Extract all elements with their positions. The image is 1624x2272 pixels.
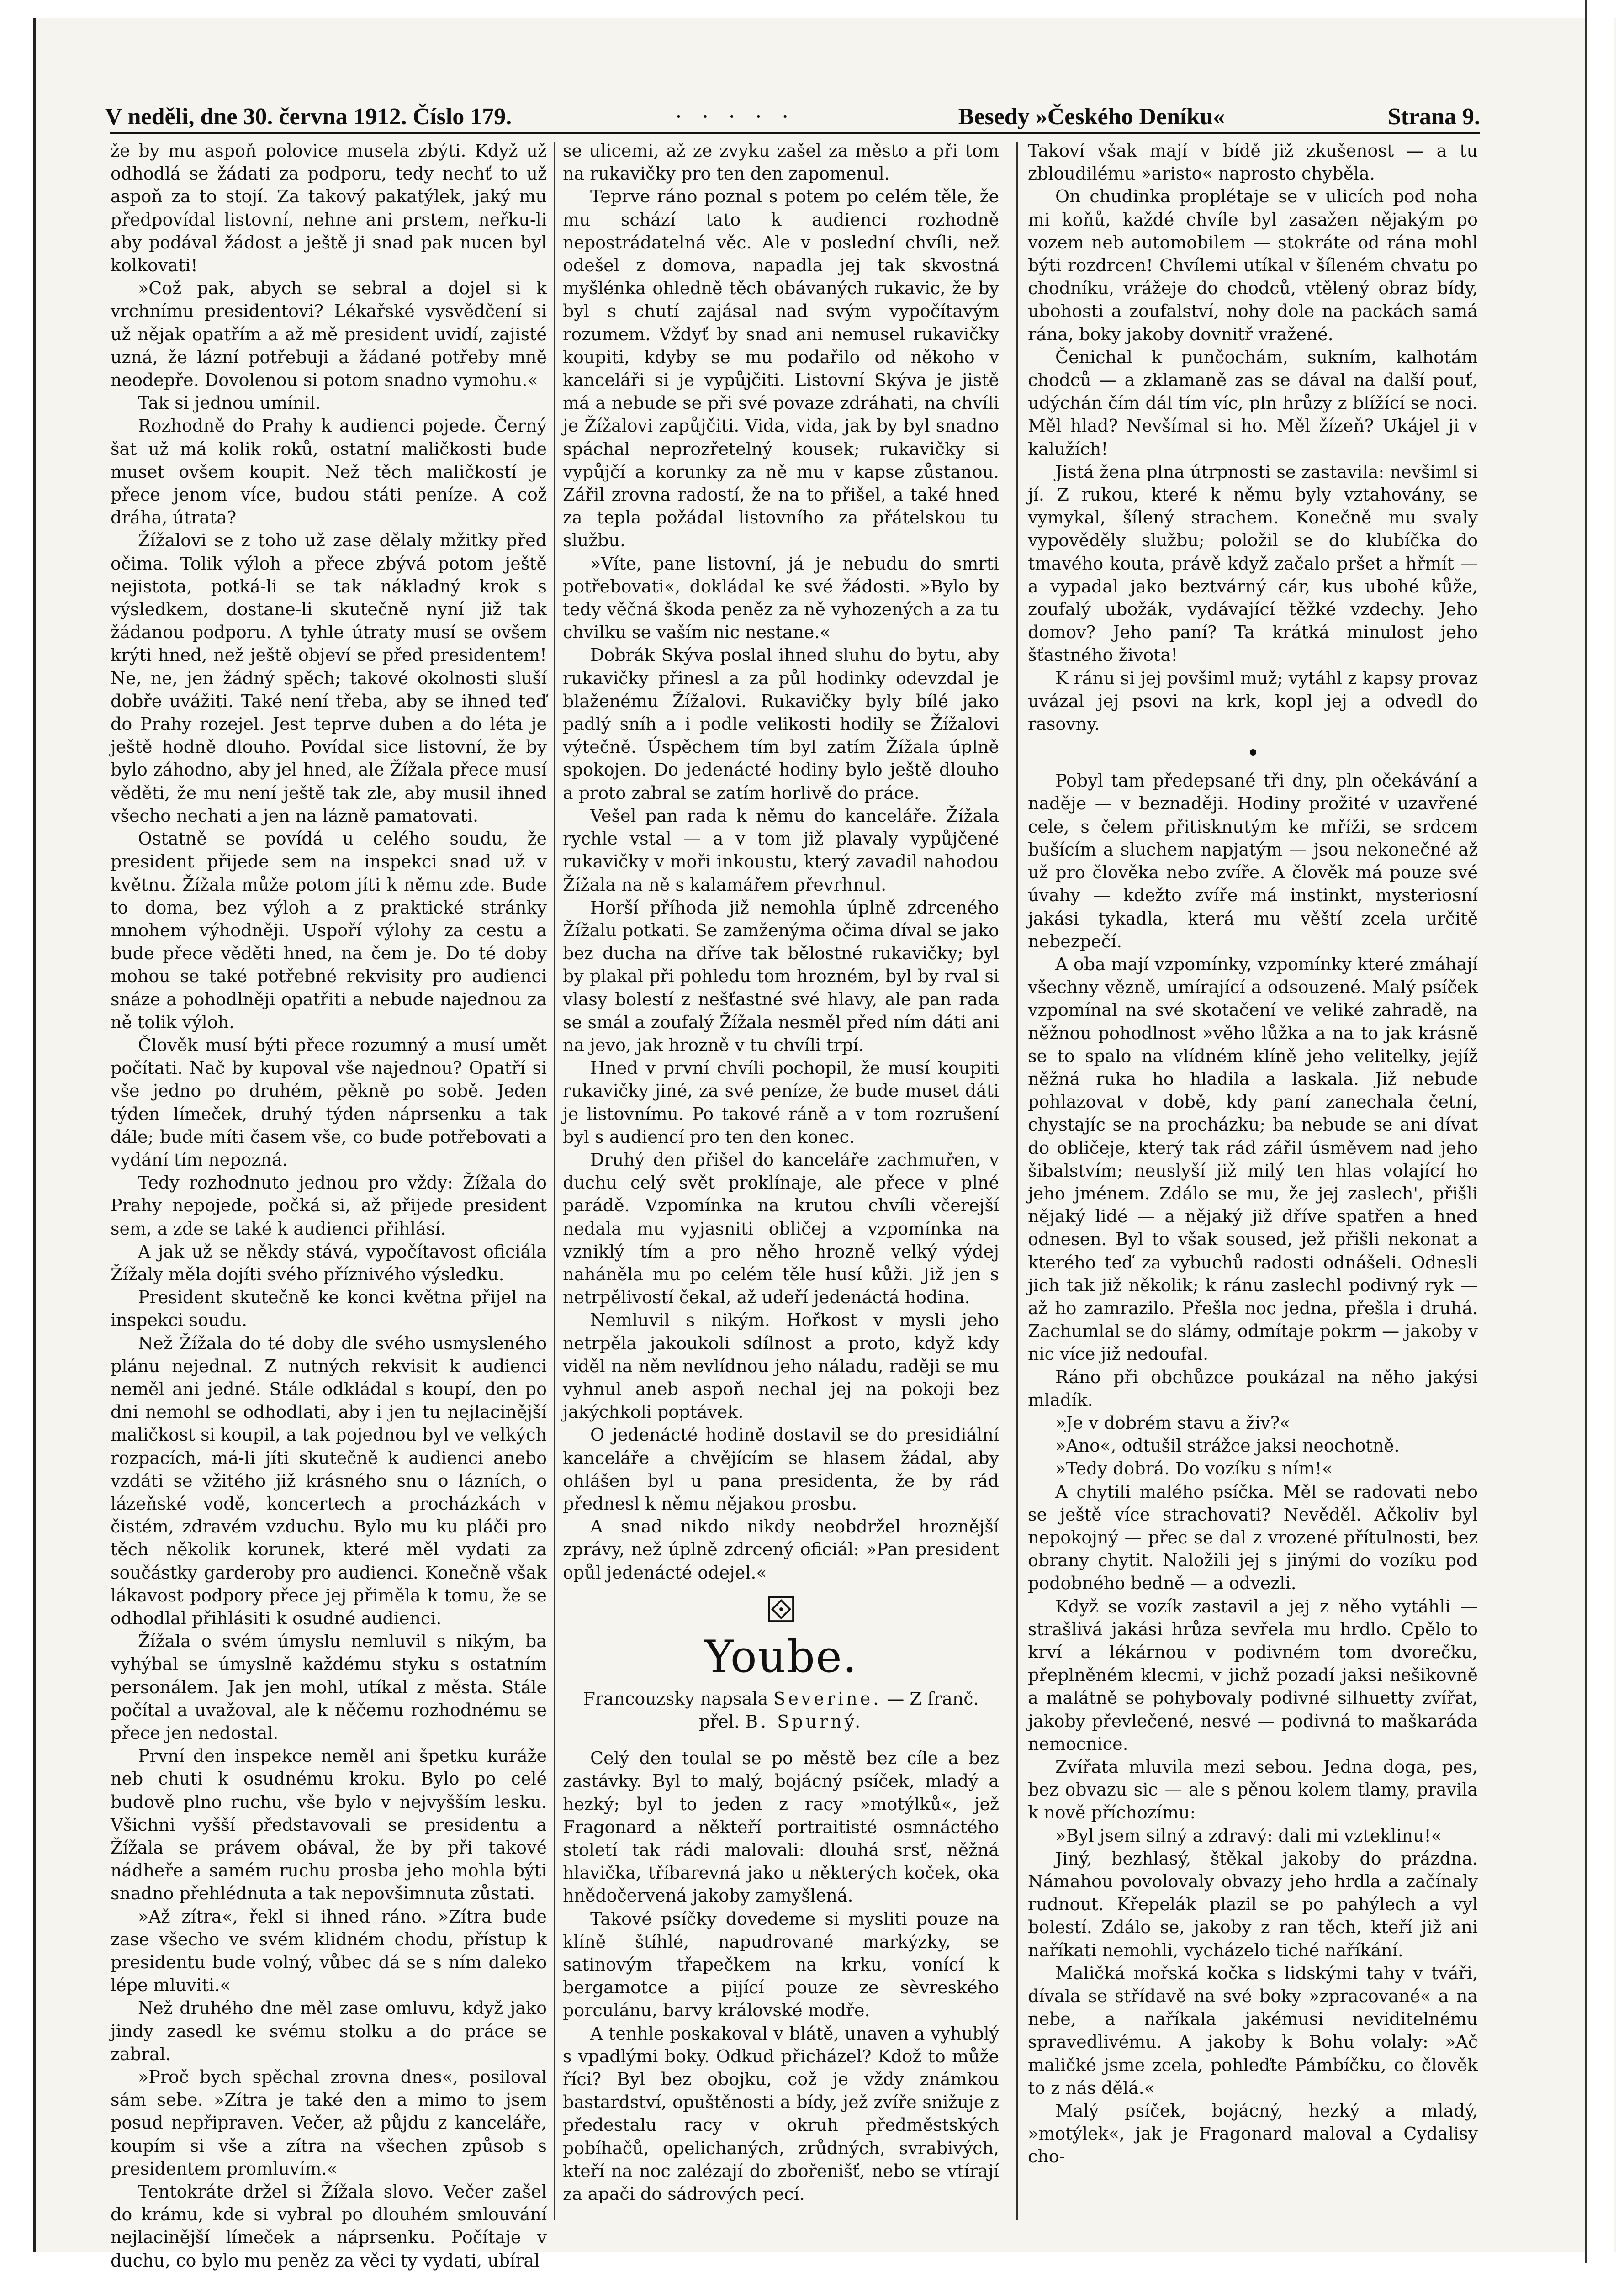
header-rule xyxy=(110,132,1480,134)
adjacent-page-edge xyxy=(1585,0,1614,2263)
paragraph: Ráno při obchůzce poukázal na něho jakýsi mladík. xyxy=(1028,1367,1478,1410)
paragraph: Teprve ráno poznal s potem po celém těle, že mu schází tato k audienci rozhodně nepostrádatelná věc. Ale v poslední chvíli, než odešel z domova, napadla jej tak skvostná myšlénka ohledně těch obávaných rukavic, že by byl s chutí zajásal nad svým vypočítavým rozumem. Vždyť by snad ani nemusel rukavičky koupiti, kdyby se mu podařilo od někoho v kanceláři si je vypůjčiti. Listovní Skýva je jistě má a nebude se při své povaze zdráhati, na chvíli je Žížalovi zapůjčiti. Vida, vida, jak by byl snadno spáchal neprozřetelný kousek; rukavičky si vypůjčí a korunky za ně mu v kapse zůstanou. Zářil zrovna radostí, že na to přišel, a také hned za tepla požádal listovního za přátelskou tu službu. xyxy=(563,186,999,551)
paragraph: Než druhého dne měl zase omluvu, když jako jindy zasedl ke svému stolku a do práce se zabral. xyxy=(111,1998,547,2064)
paragraph: »Proč bych spěchal zrovna dnes«, posiloval sám sebe. »Zítra je také den a mimo to jsem posud nepřipraven. Večer, až půjdu z kanceláře, koupím si vše a zítra na všechen způsob s presidentem promluvím.« xyxy=(111,2067,547,2179)
paragraph: Tedy rozhodnuto jednou pro vždy: Žížala do Prahy nepojede, počká si, až přijede president sem, a zde se také k audienci přihlásí. xyxy=(111,1173,547,1239)
ornament-icon xyxy=(768,1596,794,1622)
paragraph: Žížala o svém úmyslu nemluvil s nikým, ba vyhýbal se úmyslně každému styku s ostatním personálem. Jak jen mohl, utíkal z města. Stále počítal a uvažoval, ale k něčemu rozhodnému se přece jen nedostal. xyxy=(111,1631,547,1744)
paragraph: »Byl jsem silný a zdravý: dali mi vzteklinu!« xyxy=(1055,1825,1442,1846)
paragraph: Tak si jednou umínil. xyxy=(138,393,321,413)
paragraph: »Až zítra«, řekl si ihned ráno. »Zítra bude zase všecho ve svém klidném chodu, přístup k presidentu bude volný, vůbec dá se s ním daleko lépe mluviti.« xyxy=(111,1906,547,1996)
paragraph: Vešel pan rada k němu do kanceláře. Žížala rychle vstal — a v tom již plavaly vypůjčené rukavičky v moři inkoustu, který zavadil nahodou Žížala na ně s kalamářem převrhnul. xyxy=(563,805,999,895)
paragraph: Pobyl tam předepsané tři dny, pln očekávání a naděje — v beznaději. Hodiny prožité v uzavřené cele, s čelem přitisknutým ke mříži, se srdcem bušícím a sluchem napjatým — jsou nekonečné až už pro člověka nebo zvíře. A člověk má pouze své úvahy — kdežto zvíře má instinkt, mysteriosní jakási tykadla, která mu věští zcela určitě nebezpečí. xyxy=(1028,771,1478,951)
paragraph: První den inspekce neměl ani špetku kuráže neb chuti k osudnému kroku. Bylo po celé budově plno ruchu, vše bylo v nejvyšším lesku. Všichni vyšší představovali se presidentu a Žížala se právem obával, že by při takové nádheře a samém ruchu prosba jeho mohla býti snadno přehlédnuta a tak nepovšimnuta zůstati. xyxy=(111,1746,547,1904)
header-page-number: Strana 9. xyxy=(1387,104,1480,130)
paragraph: Tentokráte držel si Žížala slovo. Večer zašel do krámu, kde si vybral po dlouhém smlouvání nejlacinější límeček a náprsenku. Počítaje v duchu, co bylo mu peněz za věci ty vydati, ubíral xyxy=(111,2182,547,2271)
section-bullet-icon xyxy=(1250,749,1256,756)
column-1 xyxy=(111,139,547,2271)
paragraph: »Je v dobrém stavu a živ?« xyxy=(1055,1412,1291,1433)
page-header xyxy=(105,98,1480,130)
column-divider xyxy=(1016,142,1018,2220)
paragraph: Maličká mořská kočka s lidskými tahy v tváři, dívala se střídavě na své boky »zpracované« a na nebe, a naříkala jakémusi neviditelnému spravedlivému. A jakoby k Bohu volaly: »Ač maličké jsme zcela, pohleďte Pámbíčku, co člověk to z nás dělá.« xyxy=(1028,1963,1478,2098)
paragraph: Hned v první chvíli pochopil, že musí koupiti rukavičky jiné, za své peníze, že bude muset dáti je listovnímu. Po takové ráně a v tom rozrušení byl s audiencí pro ten den konec. xyxy=(563,1058,999,1147)
paragraph: A chytili malého psíčka. Měl se radovati nebo se ještě více strachovati? Nevěděl. Ačkoliv byl nepokojný — přec se dal z vrozené přítulnosti, bez obrany chytit. Naložili jej s jinými do vozíku pod podobného bedně — a odvezli. xyxy=(1028,1481,1478,1594)
story-title: Yoube. xyxy=(704,1631,858,1682)
paragraph: K ránu si jej povšiml muž; vytáhl z kapsy provaz uvázal jej psovi na krk, kopl jej a odvedl do rasovny. xyxy=(1028,668,1478,734)
column-1-text xyxy=(111,139,547,2272)
byline-prefix: Francouzsky napsala xyxy=(583,1688,768,1709)
column-3-text xyxy=(1028,139,1478,735)
paragraph: Jiný, bezhlasý, štěkal jakoby do prázdna. Námahou povolovaly obvazy jeho hrdla a začínaly rudnout. Křepelák plazil se po pahýlech a vyl bolestí. Zdálo se, jakoby z ran těch, kteří již ani naříkati nemohli, vycházelo tiché naříkání. xyxy=(1028,1848,1478,1960)
column-2-text xyxy=(563,139,999,1584)
byline-author: Severine. xyxy=(773,1688,882,1709)
paragraph: President skutečně ke konci května přijel na inspekci soudu. xyxy=(111,1287,547,1331)
paragraph: Než Žížala do té doby dle svého usmysleného plánu nejednal. Z nutných rekvisit k audienci neměl ani jedné. Stále odkládal s koupí, den po dni nemohl se odhodlati, aby i jen tu nejlacinější maličkost si koupil, a tak pojednou byl ve velkých rozpacích, má-li jíti skutečně k audienci anebo vzdáti se vžitého již krásného snu o lázních, o lázeňské vodě, koncertech a procházkách v čistém, zdravém vzduchu. Bylo mu ku pláči pro těch několik korunek, které měl vydati za součástky garderoby pro audienci. Konečně však lákavost podpory přece jej přiměla k tomu, že se odhodlal přihlásiti k osudné audienci. xyxy=(111,1333,547,1628)
paragraph: A snad nikdo nikdy neobdržel hroznější zprávy, než úplně zdrcený oficiál: »Pan president opůl jedenácté odejel.« xyxy=(563,1516,999,1583)
paragraph: »Ano«, odtušil strážce jaksi neochotně. xyxy=(1055,1436,1400,1456)
paragraph: »Což pak, abych se sebral a dojel si k vrchnímu presidentovi? Lékařské vysvědčení si už nějak opatřím a až mě president uvidí, zajisté uzná, že lázní potřebuji a žádané potřeby mně neodepře. Dovolenou si potom snadno vymohu.« xyxy=(111,278,547,391)
paragraph: A jak už se někdy stává, vypočítavost oficiála Žížaly měla dojíti svého příznivého výsledku. xyxy=(111,1241,547,1284)
paragraph: se ulicemi, až ze zvyku zašel za město a při tom na rukavičky pro ten den zapomenul. xyxy=(563,141,999,184)
paragraph: Čenichal k punčochám, sukním, kalhotám chodců — a zklamaně zas se dával na další pouť, udýchán čím dál tím víc, pln hrůzy z blížící se noci. Měl hlad? Nevšímal si ho. Měl žízeň? Ukájel ji v kalužích! xyxy=(1028,347,1478,459)
header-dots: · · · · · xyxy=(674,104,796,130)
paragraph: »Víte, pane listovní, já je nebudu do smrti potřebovati«, dokládal ke své žádosti. »Bylo by tedy věčná škoda peněz za ně vyhozených a za tu chvilku se vaším nic nestane.« xyxy=(563,553,999,643)
paragraph: O jedenácté hodině dostavil se do presidiální kanceláře a chvějícím se hlasem žádal, aby ohlášen byl u pana presidenta, že by rád přednesl k němu nějakou prosbu. xyxy=(563,1425,999,1514)
byline-translation: — Z franč. přel. xyxy=(698,1688,979,1732)
paragraph: »Tedy dobrá. Do vozíku s ním!« xyxy=(1055,1458,1333,1479)
paragraph: Ostatně se povídá u celého soudu, že president přijede sem na inspekci snad už v květnu. Žížala může potom jíti k němu zde. Bude to doma, bez výloh a z praktické stránky mnohem výhodněji. Uspoří výlohy za cestu a bude přece věděti hned, na čem je. Do té doby mohou se také potřebné rekvisity pro audienci snáze a pohodlněji opatřiti a nebude najednou za ně tolik výloh. xyxy=(111,829,547,1032)
paragraph: Takoví však mají v bídě již zkušenost — a tu zbloudilému »aristo« naprosto chyběla. xyxy=(1028,141,1478,184)
column-divider xyxy=(554,142,555,2220)
column-2 xyxy=(563,139,999,2222)
paragraph: A oba mají vzpomínky, vzpomínky které zmáhají všechny vězně, umírající a odsouzené. Malý psíček vzpomínal na své skotačení ve veliké zahradě, na něžnou pohodlnost »věho lůžka a na to jak krásně se to spalo na vlídném klíně jeho velitelky, jejíž něžná ruka ho hladila a laskala. Již nebude pohlazovat v době, kdy paní zanechala četní, chystajíc se na procházku; ba nebude se ani dívat do obličeje, který tak rád zářil úsměvem nad jeho šibalstvím; neuslyší již milý ten hlas volající ho jeho jménem. Zdálo se mu, že jej zaslech', přišli nějaký lidé — a nějaký již dříve spatřen a hned odnesen. Byl to však soused, jež přišli nekonat a kterého teď za vybuchů radosti odnášeli. Odnesli jich tak již několik; k ránu zaslechl podivný ryk — až ho zamrazilo. Přešla noc jedna, přešla i druhá. Zachumlal se do slámy, odmítaje pokrm — jakoby v nic více již nedoufal. xyxy=(1028,954,1478,1364)
paragraph: Takové psíčky dovedeme si mysliti pouze na klíně štíhlé, napudrované markýzky, se satinovým třapečkem na krku, vonící k bergamotce a pijící pouze ze sèvreského porculánu, barvy královské modře. xyxy=(563,1908,999,2021)
story-byline xyxy=(563,1687,999,1733)
paragraph: Druhý den přišel do kanceláře zachmuřen, v duchu celý svět proklínaje, ale přece v plné parádě. Vzpomínka na krutou chvíli včerejší nedala mu vyjasniti obličej a vzpomínka na vzniklý tím a pro něho hrozně velký výdej naháněla mu po celém těle husí kůži. Již jen s netrpělivostí čekal, až udeří jedenáctá hodina. xyxy=(563,1149,999,1308)
paragraph: Jistá žena plna útrpnosti se zastavila: nevšiml si jí. Z rukou, které k němu byly vztahovány, se vymykal, šílený strachem. Konečně mu svaly vypověděly službu; položil se do klubíčka do tmavého kouta, právě když začalo pršet a hřmít — a vypadal jako beztvárný cár, kus ubohé kůže, zoufalý ubožák, vydávající těžké vzdechy. Jeho domov? Jeho paní? Ta krátká minulost jeho šťastného života! xyxy=(1028,461,1478,666)
paragraph: Nemluvil s nikým. Hořkost v mysli jeho netrpěla jakoukoli sdílnost a proto, když kdy viděl na něm nevlídnou jeho náladu, raději se mu vyhnul aneb aspoň nechal jej na pokoji bez jakýchkoli poptávek. xyxy=(563,1310,999,1422)
story-text xyxy=(563,1747,999,2205)
paragraph: A tenhle poskakoval v blátě, unaven a vyhublý s vpadlými boky. Odkud přicházel? Kdož to může říci? Byl bez obojku, což je vždy známkou bastardství, opuštěnosti a bídy, jež zvíře snižuje z předestalu racy v okruh předměstských pobíhačů, opelichaných, zrůdných, svrabivých, kteří na noc zalézají do zbořenišť, nebo se vtírají za apači do sádrových pecí. xyxy=(563,2023,999,2204)
column-3-text-continued xyxy=(1028,769,1478,2168)
paragraph: že by mu aspoň polovice musela zbýti. Když už odhodlá se žádati za podporu, tedy nechť to už aspoň za to stojí. Za takový pakatýlek, jaký mu předpovídal listovní, nehne ani prstem, neřku-li aby podával žádost a ještě ji snad pak nucen byl kolkovati! xyxy=(111,141,547,276)
paragraph: On chudinka proplétaje se v ulicích pod noha mi koňů, každé chvíle byl zasažen nějakým po vozem neb automobilem — stokráte od rána mohl býti rozdrcen! Chvílemi utíkal v šíleném chvatu po chodníku, vrážeje do chodců, vtělený obraz bídy, ubohosti a zoufalství, nohy dole na packách samá rána, boky jakoby dovnitř vražené. xyxy=(1028,186,1478,344)
byline-translator: B. Spurný. xyxy=(745,1712,863,1732)
paragraph: Zvířata mluvila mezi sebou. Jedna doga, pes, bez obvazu sic — ale s pěnou kolem tlamy, pravila k nově příchozímu: xyxy=(1028,1757,1478,1823)
paragraph: Člověk musí býti přece rozumný a musí umět počítati. Nač by kupoval vše najednou? Opatří si vše jedno po druhém, pěkně po sobě. Jeden týden límeček, druhý týden náprsenku a tak dále; bude míti časem vše, co bude potřebovati a vydání tím nepozná. xyxy=(111,1035,547,1170)
header-section: Besedy »Českého Deníku« xyxy=(958,104,1225,130)
paragraph: Horší příhoda již nemohla úplně zdrceného Žížalu potkati. Se zamženýma očima díval se jako bez ducha na dříve tak bělostné rukavičky; byl by plakal při pohledu tom hrozném, byl by rval si vlasy bolestí z nešťastné své hlavy, ale pan rada se smál a zoufalý Žížala nesměl před ním dáti ani na jevo, jak hrozně v tu chvíli trpí. xyxy=(563,897,999,1055)
paragraph: Rozhodně do Prahy k audienci pojede. Černý šat už má kolik roků, ostatní maličkosti bude muset ovšem koupit. Než těch maličkostí je přece jenom více, budou státi peníze. A což dráha, útrata? xyxy=(111,416,547,528)
paragraph: Celý den toulal se po městě bez cíle a bez zastávky. Byl to malý, bojácný psíček, mladý a hezký; byl to jeden z racy »motýlků«, jež Fragonard a někteří portraitisté osmnáctého století tak rádi malovali: dlouhá srsť, něžná hlavička, tříbarevná jako u některých koček, oka hnědočervená jakoby zamyšlená. xyxy=(563,1748,999,1906)
paragraph: Žížalovi se z toho už zase dělaly mžitky před očima. Tolik výloh a přece zbývá potom ještě nejistota, potká-li se tak nákladný krok s výsledkem, dostane-li skutečně nyní již tak žádanou podporu. A tyhle útraty musí se ovšem krýti hned, než ještě objeví se před presidentem! Ne, ne, jen žádný spěch; takové okolnosti sluší dobře uvážiti. Také není třeba, aby se ihned teď do Prahy rozejel. Jest teprve duben a do léta je ještě hodně dlouho. Povídal sice listovní, že by bylo záhodno, aby jel hned, ale Žížala přece musí věděti, že mu není ještě tak zle, aby musil ihned všecho nechati a jen na lázně pamatovati. xyxy=(111,530,547,826)
column-3 xyxy=(1028,139,1478,2222)
header-date: V neděli, dne 30. června 1912. Číslo 179. xyxy=(105,104,512,130)
paragraph: Když se vozík zastavil a jej z něho vytáhli — strašlivá jakási hrůza sevřela mu hrdlo. Cpělo to krví a lékárnou v podivném tom dvorečku, přeplněném klecmi, v jichž pozadí jaksi nešikovně a malátně se pohybovaly podivné silhuetty zvířat, jakoby převlečené, nesvé — podivná to maškaráda nemocnice. xyxy=(1028,1596,1478,1754)
paragraph: Malý psíček, bojácný, hezký a mladý, »motýlek«, jak je Fragonard maloval a Cydalisy cho- xyxy=(1028,2101,1478,2167)
paragraph: Dobrák Skýva poslal ihned sluhu do bytu, aby rukavičky přinesl a za půl hodinky odevzdal je blaženému Žížalovi. Rukavičky byly bílé jako padlý sníh a i podle velikosti hodily se Žížalovi výtečně. Úspěchem tím byl zatím Žížala úplně spokojen. Do jedenácté hodiny bylo ještě dlouho a proto zabral se zatím horlivě do práce. xyxy=(563,645,999,803)
